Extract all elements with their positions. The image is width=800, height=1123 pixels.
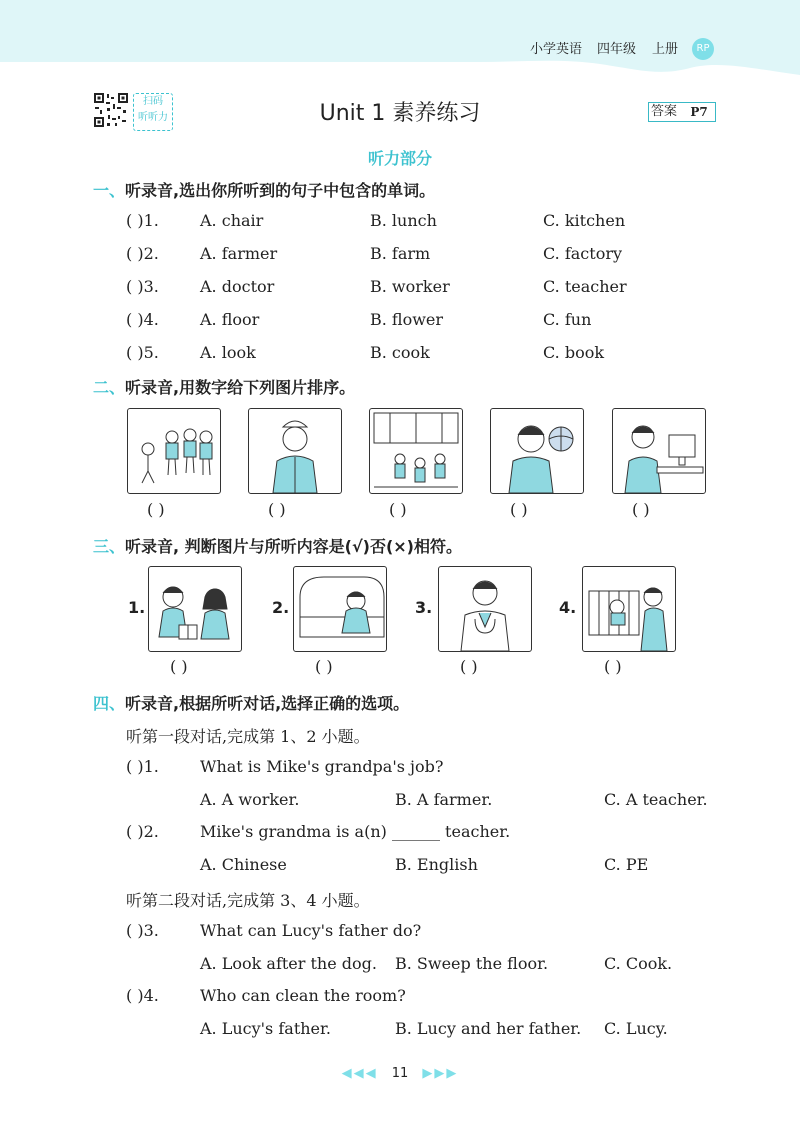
q4-number: 四、 <box>93 694 126 713</box>
publisher-badge: RP <box>692 38 714 60</box>
q2-picture-hospital-room <box>369 408 463 494</box>
q1-option-c: C. fun <box>543 310 592 329</box>
q3-instruction: 听录音, 判断图片与所听内容是(√)否(×)相符。 <box>125 537 462 556</box>
q3-picture-number: 3. <box>415 598 433 617</box>
q4-option-c: C. Cook. <box>604 954 673 973</box>
q1-option-c: C. factory <box>543 244 623 263</box>
q4-option-c: C. Lucy. <box>604 1019 668 1038</box>
q4-dialog2-instruction: 听第二段对话,完成第 3、4 小题。 <box>126 891 370 910</box>
answer-page: P7 <box>690 105 708 119</box>
page-number: 11 <box>391 1066 409 1081</box>
q3-answer-blank[interactable]: ( ) <box>170 657 188 676</box>
q3-answer-blank[interactable]: ( ) <box>604 657 622 676</box>
q4-item-label[interactable]: ( )1. <box>126 757 159 776</box>
q3-picture-father-and-baby <box>582 566 676 652</box>
q4-question: Who can clean the room? <box>200 986 406 1005</box>
q4-option-a: A. Lucy's father. <box>200 1019 331 1038</box>
header-grade: 四年级 <box>597 42 637 57</box>
q2-answer-blank[interactable]: ( ) <box>147 500 165 519</box>
q4-option-b: B. A farmer. <box>395 790 493 809</box>
q4-option-b: B. English <box>395 855 478 874</box>
q1-number: 一、 <box>93 181 126 200</box>
scan-line2: 听听力 <box>138 112 168 123</box>
q2-answer-blank[interactable]: ( ) <box>268 500 286 519</box>
q4-option-c: C. A teacher. <box>604 790 708 809</box>
q2-picture-nurse <box>248 408 342 494</box>
q4-item-label[interactable]: ( )2. <box>126 822 159 841</box>
q2-picture-basketball-player <box>490 408 584 494</box>
page-footer <box>0 1066 800 1081</box>
q1-heading <box>93 178 435 201</box>
q4-question: What can Lucy's father do? <box>200 921 422 940</box>
listening-section-title: 听力部分 <box>367 149 432 168</box>
q1-option-c: C. teacher <box>543 277 627 296</box>
q3-picture-doctor <box>438 566 532 652</box>
q4-question: What is Mike's grandpa's job? <box>200 757 444 776</box>
q1-option-a: A. chair <box>200 211 264 230</box>
left-arrows-icon: ◀◀◀ <box>341 1066 378 1081</box>
page-title: Unit 1 素养练习 <box>319 101 481 126</box>
q4-option-c: C. PE <box>604 855 649 874</box>
q1-option-a: A. farmer <box>200 244 278 263</box>
q3-picture-number: 2. <box>272 598 290 617</box>
q1-option-b: B. cook <box>370 343 430 362</box>
q3-answer-blank[interactable]: ( ) <box>460 657 478 676</box>
q1-option-c: C. kitchen <box>543 211 626 230</box>
q2-answer-blank[interactable]: ( ) <box>632 500 650 519</box>
q1-item-label[interactable]: ( )5. <box>126 343 159 362</box>
q1-option-b: B. worker <box>370 277 450 296</box>
q4-dialog1-instruction: 听第一段对话,完成第 1、2 小题。 <box>126 727 370 746</box>
q1-option-c: C. book <box>543 343 605 362</box>
scan-line1: 扫码 <box>143 96 163 107</box>
q4-option-a: A. A worker. <box>200 790 300 809</box>
q2-answer-blank[interactable]: ( ) <box>510 500 528 519</box>
q4-question: Mike's grandma is a(n) ______ teacher. <box>200 822 511 841</box>
q4-option-b: B. Lucy and her father. <box>395 1019 582 1038</box>
q1-item-label[interactable]: ( )3. <box>126 277 159 296</box>
q3-heading <box>93 534 462 557</box>
q1-option-b: B. lunch <box>370 211 437 230</box>
answer-reference-box[interactable] <box>648 102 716 122</box>
q4-item-label[interactable]: ( )4. <box>126 986 159 1005</box>
q1-option-a: A. doctor <box>200 277 275 296</box>
q3-number: 三、 <box>93 537 126 556</box>
q3-answer-blank[interactable]: ( ) <box>315 657 333 676</box>
q4-option-a: A. Chinese <box>200 855 287 874</box>
q4-instruction: 听录音,根据所听对话,选择正确的选项。 <box>125 694 410 713</box>
q1-option-a: A. floor <box>200 310 260 329</box>
q1-item-label[interactable]: ( )4. <box>126 310 159 329</box>
q4-item-label[interactable]: ( )3. <box>126 921 159 940</box>
q1-option-b: B. farm <box>370 244 431 263</box>
header-subject: 小学英语 <box>530 42 583 57</box>
q4-option-b: B. Sweep the floor. <box>395 954 549 973</box>
q3-picture-number: 1. <box>128 598 146 617</box>
q1-item-label[interactable]: ( )2. <box>126 244 159 263</box>
q1-option-a: A. look <box>200 343 256 362</box>
q1-instruction: 听录音,选出你所听到的句子中包含的单词。 <box>125 181 436 200</box>
q3-picture-number: 4. <box>559 598 577 617</box>
q2-answer-blank[interactable]: ( ) <box>389 500 407 519</box>
q3-picture-boy-on-sofa <box>293 566 387 652</box>
answer-label: 答案 <box>651 104 678 119</box>
q2-instruction: 听录音,用数字给下列图片排序。 <box>125 378 356 397</box>
right-arrows-icon: ▶▶▶ <box>422 1066 459 1081</box>
q4-heading <box>93 691 409 714</box>
header-volume: 上册 <box>652 42 679 57</box>
q1-item-label[interactable]: ( )1. <box>126 211 159 230</box>
q2-picture-kids-playing <box>127 408 221 494</box>
q2-heading <box>93 375 355 398</box>
q4-option-a: A. Look after the dog. <box>200 954 377 973</box>
q2-picture-office-worker <box>612 408 706 494</box>
q3-picture-children-with-gift <box>148 566 242 652</box>
q2-number: 二、 <box>93 378 126 397</box>
q1-option-b: B. flower <box>370 310 444 329</box>
